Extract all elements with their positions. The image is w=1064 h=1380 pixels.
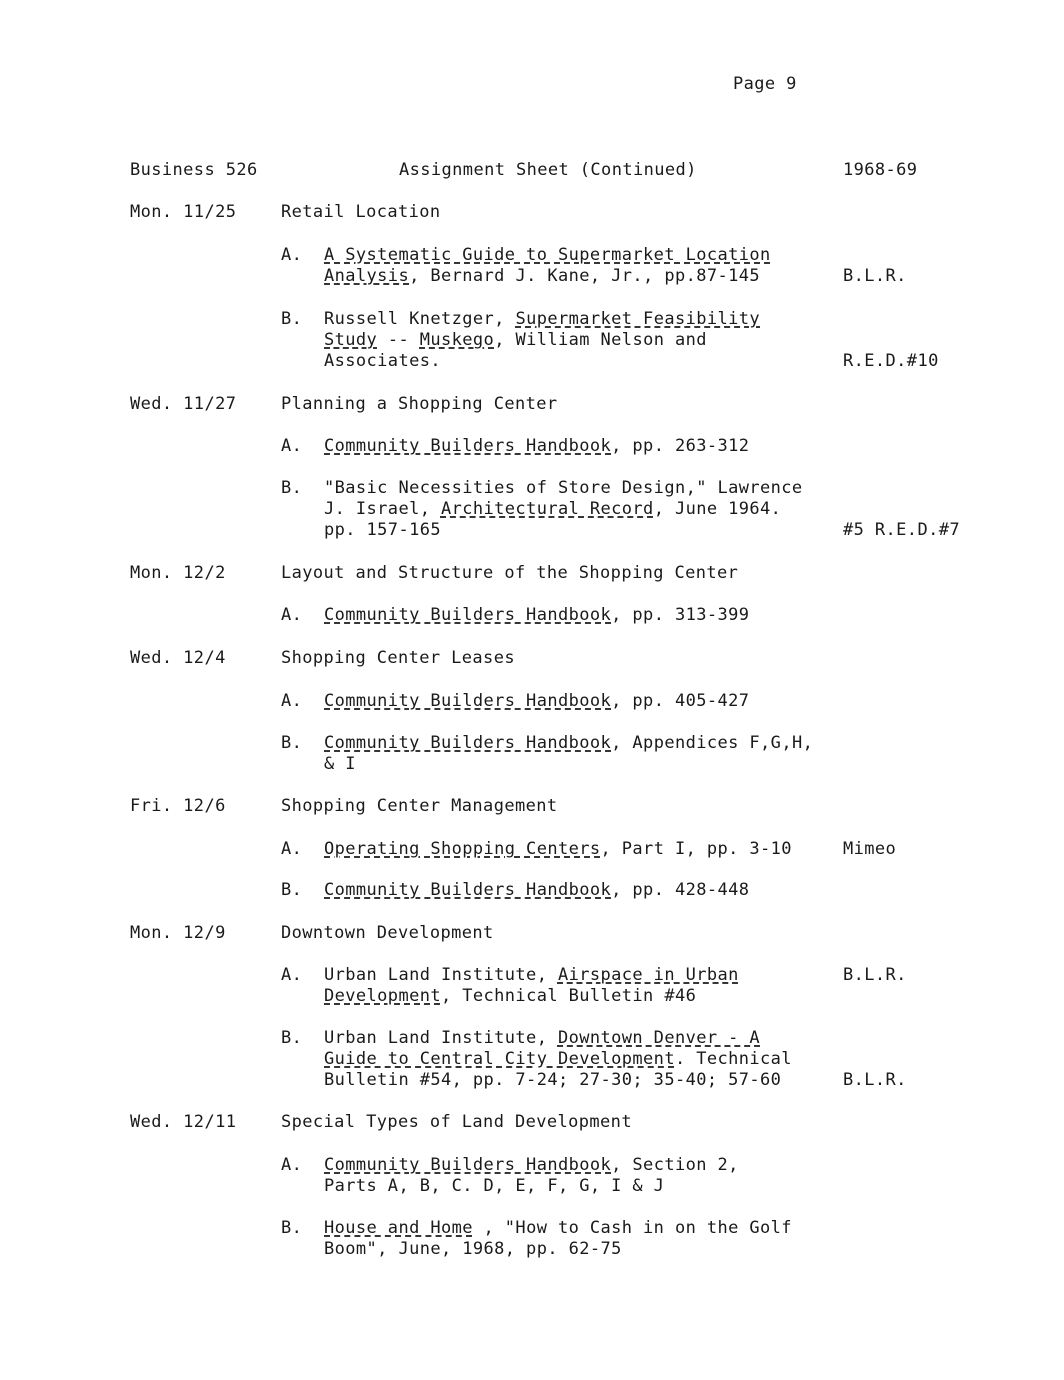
item-letter: A. xyxy=(281,436,303,456)
reading-line: Boom", June, 1968, pp. 62-75 xyxy=(324,1239,622,1259)
reading-line: Development, Technical Bulletin #46 xyxy=(324,986,697,1006)
entry-date: Wed. 11/27 xyxy=(130,394,237,414)
reading-source: B.L.R. xyxy=(843,1070,907,1090)
reading-source: Mimeo xyxy=(843,839,897,859)
item-letter: B. xyxy=(281,1028,303,1048)
reading-line: Study -- Muskego, William Nelson and xyxy=(324,330,707,350)
item-letter: B. xyxy=(281,880,303,900)
entry-date: Mon. 11/25 xyxy=(130,202,237,222)
reading-line: pp. 157-165 xyxy=(324,520,441,540)
reading-line: Community Builders Handbook, pp. 428-448 xyxy=(324,880,750,900)
reading-line: House and Home , "How to Cash in on the Golf xyxy=(324,1218,792,1238)
reading-line: & I xyxy=(324,754,356,774)
reading-line: Community Builders Handbook, pp. 263-312 xyxy=(324,436,750,456)
reading-line: Community Builders Handbook, Section 2, xyxy=(324,1155,739,1175)
reading-source: R.E.D.#10 xyxy=(843,351,939,371)
item-letter: A. xyxy=(281,691,303,711)
item-letter: B. xyxy=(281,1218,303,1238)
entry-date: Wed. 12/4 xyxy=(130,648,226,668)
reading-source: #5 R.E.D.#7 xyxy=(843,520,960,540)
reading-line: Urban Land Institute, Downtown Denver - A xyxy=(324,1028,761,1048)
item-letter: A. xyxy=(281,605,303,625)
reading-line: Bulletin #54, pp. 7-24; 27-30; 35-40; 57-60 xyxy=(324,1070,782,1090)
reading-line: Community Builders Handbook, Appendices F,G,H, xyxy=(324,733,814,753)
reading-source: B.L.R. xyxy=(843,965,907,985)
entry-topic: Downtown Development xyxy=(281,923,494,943)
entry-topic: Layout and Structure of the Shopping Center xyxy=(281,563,739,583)
course-name: Business 526 xyxy=(130,160,258,180)
entry-topic: Retail Location xyxy=(281,202,441,222)
item-letter: A. xyxy=(281,1155,303,1175)
item-letter: B. xyxy=(281,733,303,753)
reading-line: Community Builders Handbook, pp. 405-427 xyxy=(324,691,750,711)
entry-date: Fri. 12/6 xyxy=(130,796,226,816)
reading-line: Associates. xyxy=(324,351,441,371)
reading-line: Operating Shopping Centers, Part I, pp. 3-10 xyxy=(324,839,792,859)
reading-line: Parts A, B, C. D, E, F, G, I & J xyxy=(324,1176,665,1196)
entry-topic: Special Types of Land Development xyxy=(281,1112,632,1132)
reading-line: "Basic Necessities of Store Design," Lawrence xyxy=(324,478,803,498)
entry-date: Mon. 12/9 xyxy=(130,923,226,943)
entry-topic: Shopping Center Management xyxy=(281,796,558,816)
reading-line: A Systematic Guide to Supermarket Location xyxy=(324,245,771,265)
academic-year: 1968-69 xyxy=(843,160,918,180)
reading-line: Urban Land Institute, Airspace in Urban xyxy=(324,965,739,985)
reading-line: Guide to Central City Development. Technical xyxy=(324,1049,792,1069)
item-letter: A. xyxy=(281,965,303,985)
page-number: Page 9 xyxy=(733,74,797,94)
entry-date: Mon. 12/2 xyxy=(130,563,226,583)
entry-date: Wed. 12/11 xyxy=(130,1112,237,1132)
reading-line: J. Israel, Architectural Record, June 1964. xyxy=(324,499,782,519)
item-letter: B. xyxy=(281,309,303,329)
reading-line: Analysis, Bernard J. Kane, Jr., pp.87-145 xyxy=(324,266,761,286)
item-letter: A. xyxy=(281,839,303,859)
reading-line: Community Builders Handbook, pp. 313-399 xyxy=(324,605,750,625)
item-letter: A. xyxy=(281,245,303,265)
entry-topic: Planning a Shopping Center xyxy=(281,394,558,414)
entry-topic: Shopping Center Leases xyxy=(281,648,515,668)
page-title: Assignment Sheet (Continued) xyxy=(399,160,697,180)
reading-source: B.L.R. xyxy=(843,266,907,286)
reading-line: Russell Knetzger, Supermarket Feasibility xyxy=(324,309,761,329)
item-letter: B. xyxy=(281,478,303,498)
